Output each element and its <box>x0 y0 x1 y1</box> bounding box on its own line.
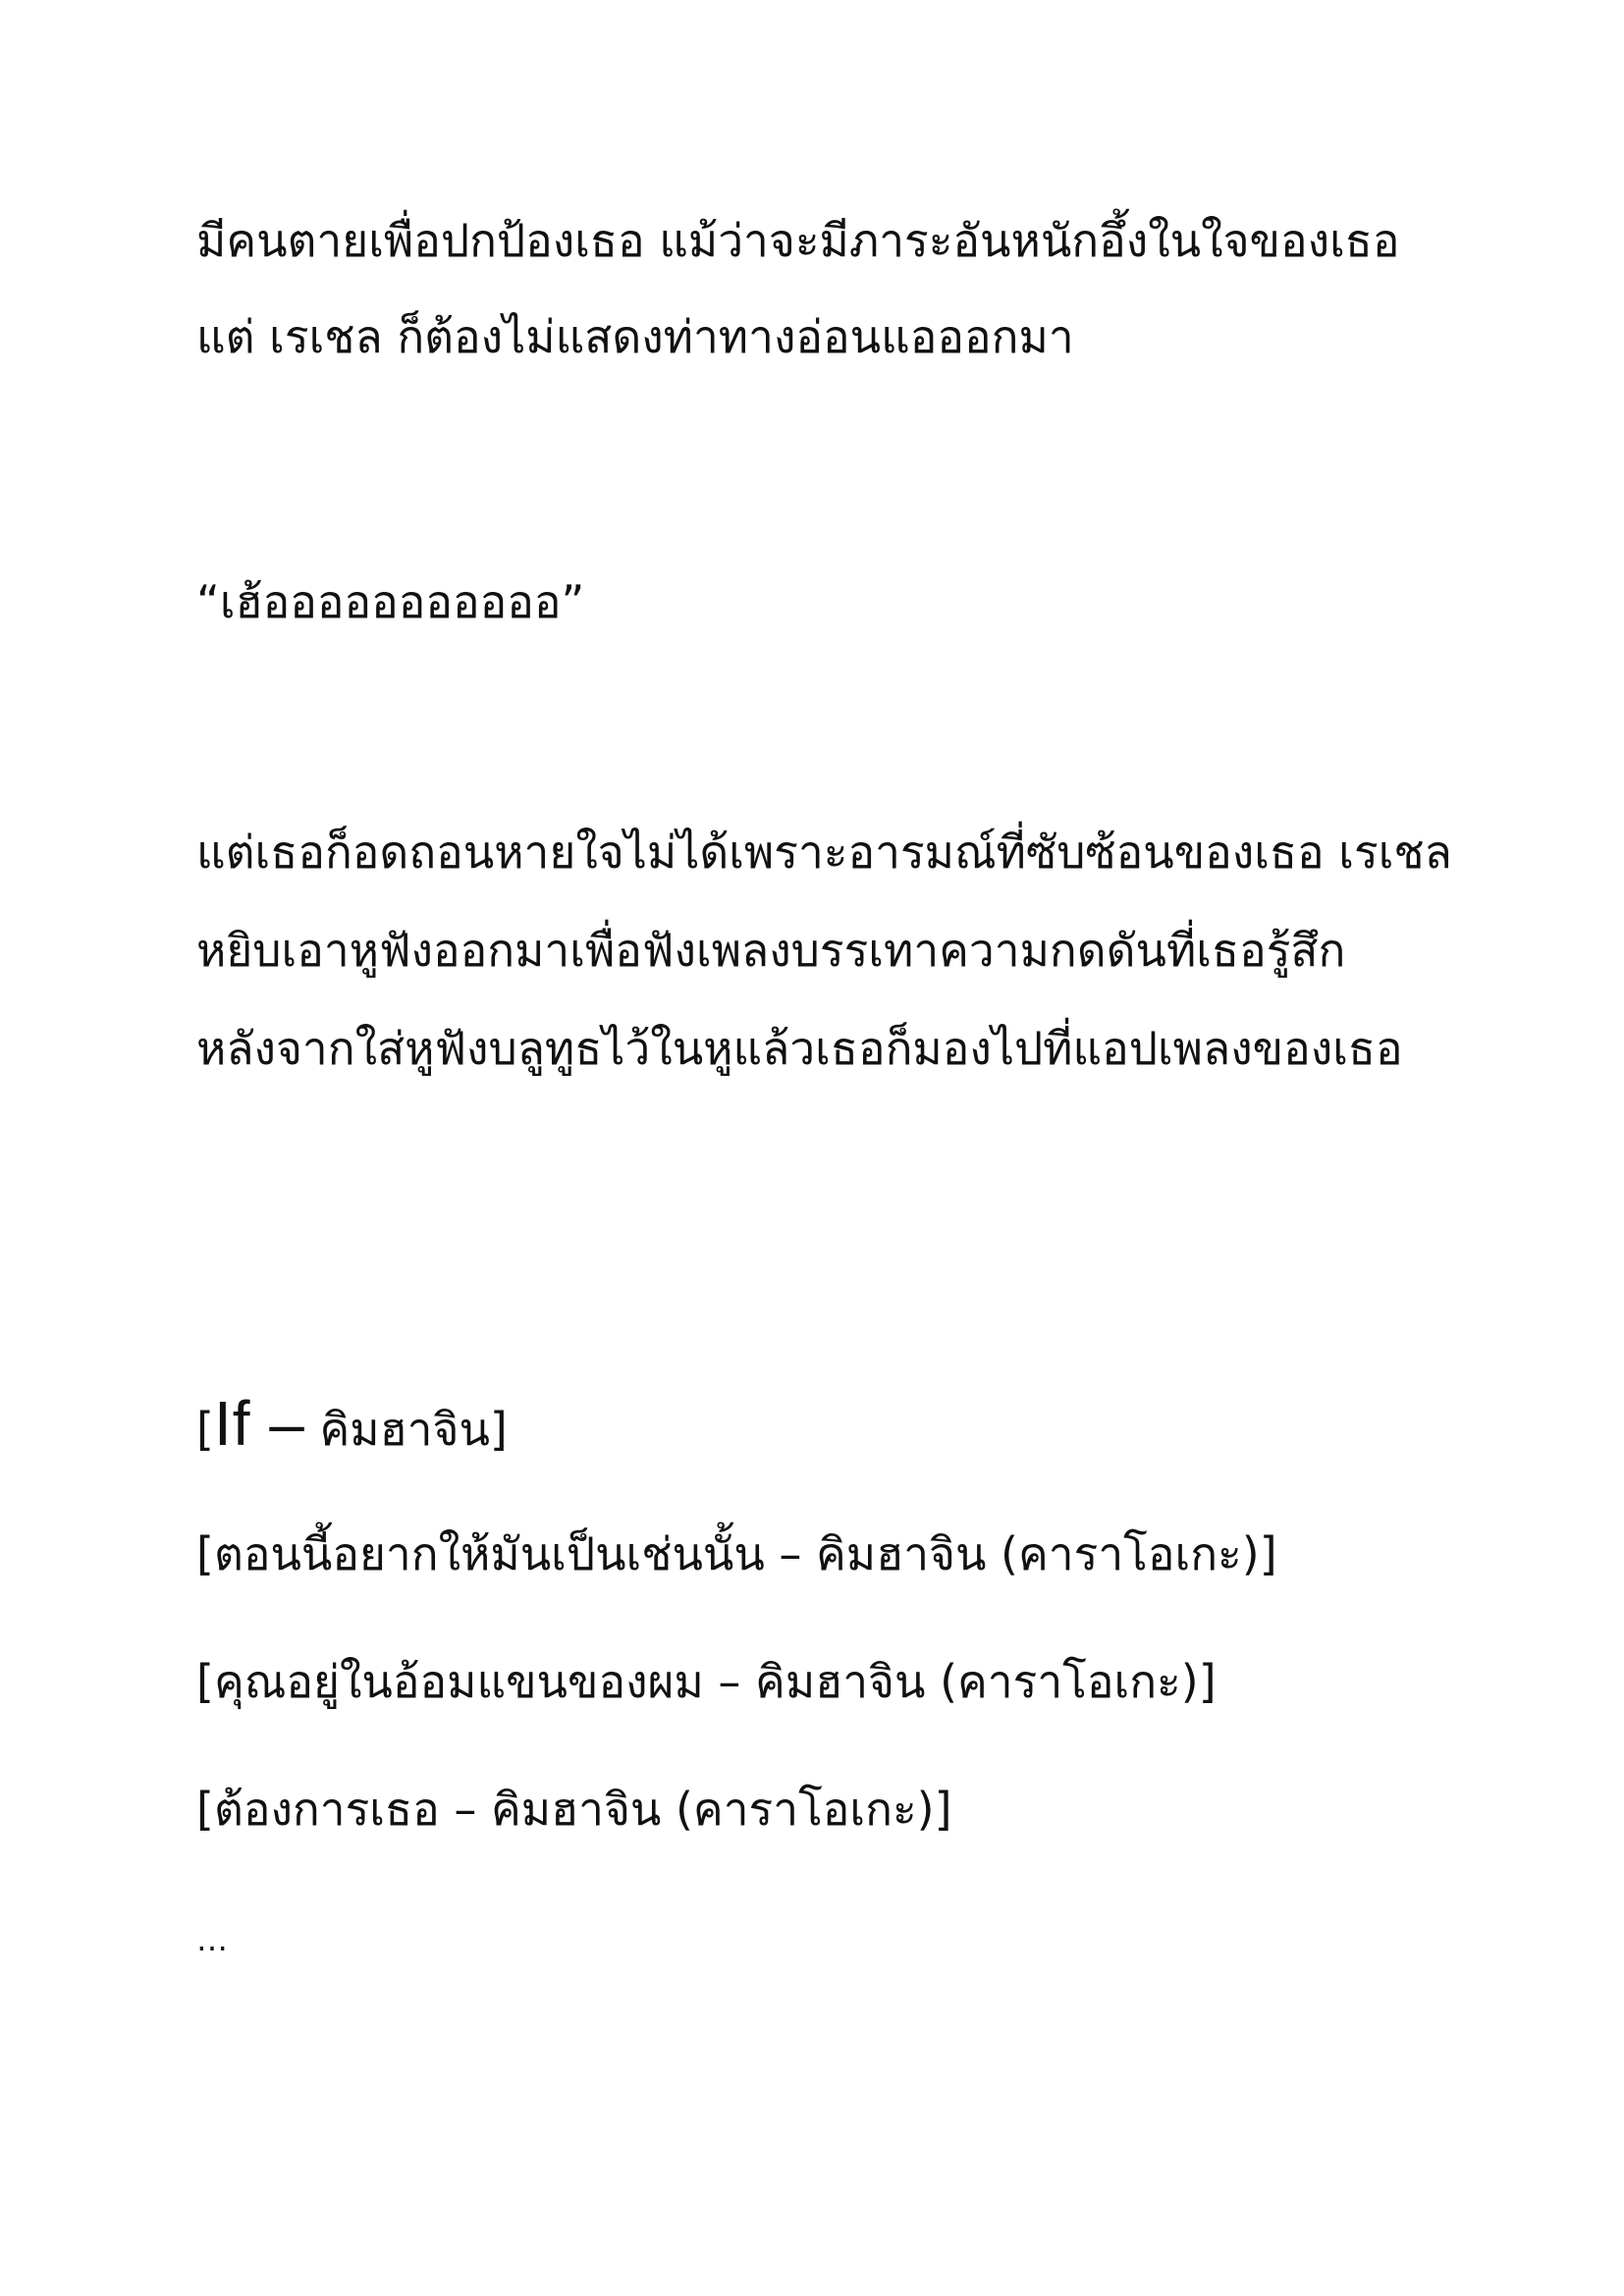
paragraph-1-line-1: มีคนตายเพื่อปกป้องเธอ แม้ว่าจะมีภาระอันหนักอึ้งในใจของเธอ <box>196 214 1400 267</box>
now-playing-open-bracket: [ <box>196 1403 214 1456</box>
now-playing-track <box>196 1388 508 1459</box>
now-playing-title: If – <box>213 1388 305 1459</box>
paragraph-2-line-2: หยิบเอาหูฟังออกมาเพื่อฟังเพลงบรรเทาความกดดันที่เธอรู้สึก <box>196 924 1346 977</box>
playlist-item: [คุณอยู่ในอ้อมแขนของผม – คิมฮาจิน (คาราโอเกะ)] <box>196 1655 1217 1708</box>
playlist-item: [ตอนนี้อยากให้มันเป็นเช่นนั้น – คิมฮาจิน (คาราโอเกะ)] <box>196 1527 1277 1580</box>
dialogue-sigh: “เฮ้อออออออออออ” <box>196 575 585 628</box>
now-playing-artist: คิมฮาจิน] <box>319 1403 508 1456</box>
paragraph-2-line-3: หลังจากใส่หูฟังบลูทูธไว้ในหูแล้วเธอก็มองไปที่แอปเพลงของเธอ <box>196 1022 1403 1075</box>
paragraph-2-line-1: แต่เธอก็อดถอนหายใจไม่ได้เพราะอารมณ์ที่ซับซ้อนของเธอ เรเชล <box>196 826 1452 879</box>
playlist-item: [ต้องการเธอ – คิมฮาจิน (คาราโอเกะ)] <box>196 1783 952 1836</box>
playlist-more-ellipsis: … <box>196 1921 232 1958</box>
paragraph-1-line-2: แต่ เรเชล ก็ต้องไม่แสดงท่าทางอ่อนแอออกมา <box>196 310 1074 363</box>
